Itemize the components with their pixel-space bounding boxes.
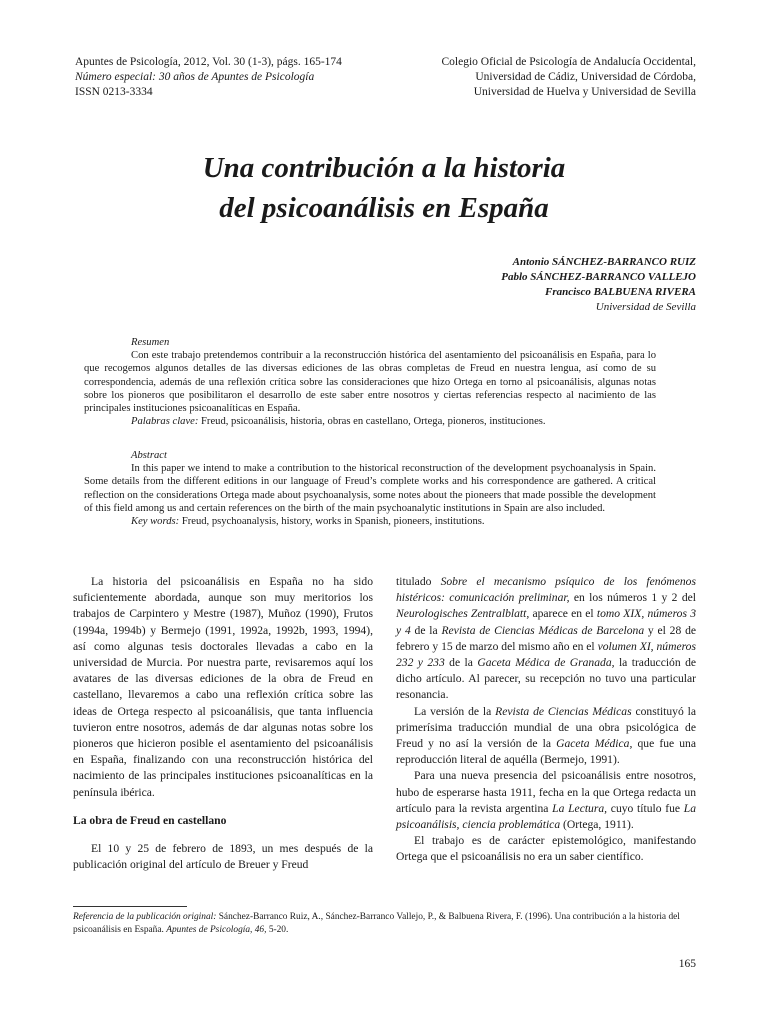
resumen-section	[84, 336, 656, 428]
abstract-keywords	[131, 515, 656, 528]
body-paragraph: El trabajo es de carácter epistemológico, manifestando Ortega que el psicoanálisis no era un saber científico.	[396, 834, 696, 864]
publisher-line: Universidad de Cádiz, Universidad de Córdoba,	[475, 71, 696, 83]
body-paragraph: titulado Sobre el mecanismo psíquico de los fenómenos histéricos: comunicación preliminar, en los números 1 y 2 del Neurologisches Zentralblatt, aparece en el tomo XIX, números 3 y 4 de la Revista de Ciencias Médicas de Barcelona y el 28 de febrero y 15 de marzo del mismo año en el volumen XI, números 232 y 233 de la Gaceta Médica de Granada, la traducción de dicho artículo. Al parecer, su recepción no tuvo una particular resonancia.	[396, 575, 697, 702]
author-name	[501, 270, 696, 285]
keywords-value: Freud, psicoanálisis, historia, obras en castellano, Ortega, pioneros, instituciones.	[201, 416, 546, 428]
footnote-pages: 5-20.	[266, 924, 289, 935]
resumen-heading: Resumen	[131, 337, 170, 348]
author-family-name: SÁNCHEZ-BARRANCO RUIZ	[552, 256, 696, 268]
author-given-name: Antonio	[512, 256, 550, 268]
author-given-name: Francisco	[545, 286, 591, 298]
keywords-label: Key words:	[131, 516, 180, 528]
resumen-keywords	[131, 415, 656, 428]
page-number: 165	[678, 958, 696, 970]
author-family-name: BALBUENA RIVERA	[593, 286, 696, 298]
publisher-line: Colegio Oficial de Psicología de Andalucía Occidental,	[441, 56, 696, 68]
publisher-line: Universidad de Huelva y Universidad de Sevilla	[473, 86, 696, 98]
footnote-journal: Apuntes de Psicología, 46,	[166, 924, 267, 935]
author-affiliation: Universidad de Sevilla	[595, 301, 696, 313]
body-column-left	[73, 574, 373, 873]
publisher-header	[441, 55, 696, 100]
special-issue-note: Número especial: 30 años de Apuntes de Psicología	[75, 71, 315, 83]
body-paragraph: El 10 y 25 de febrero de 1893, un mes después de la publicación original del artículo de Breuer y Freud	[73, 842, 373, 872]
section-heading: La obra de Freud en castellano	[73, 813, 227, 827]
abstract-text: In this paper we intend to make a contribution to the historical reconstruction of the development psychoanalysis in Spain. Some details from the different editions in our language of Freud’s complete works and his correspondence are gathered. A critical reflection on the considerations Ortega made about psychoanalysis, some notes about the pioneers that made possible the development of this field among us and certain references on the birth of the main psychoanalytic institutions in Spain are also included.	[84, 463, 656, 514]
body-paragraph: La versión de la Revista de Ciencias Médicas constituyó la primerísima traducción mundial de una obra psicológica de Freud y no así la versión de la Gaceta Médica, que fue una reproducción literal de aquélla (Bermejo, 1991).	[396, 704, 697, 767]
author-name	[501, 255, 696, 270]
body-paragraph: Para una nueva presencia del psicoanálisis entre nosotros, hubo de esperarse hasta 1911, fecha en la que Ortega redacta un artículo para la revista argentina La Lectura, cuyo título fue La psicoanálisis, ciencia problemática (Ortega, 1911).	[396, 769, 697, 832]
intro-paragraph: La historia del psicoanálisis en España no ha sido suficientemente abordada, aunque son muy meritorios los trabajos de Carpintero y Mestre (1987), Muñoz (1990), Frutos (1994a, 1994b) y Bermejo (1991, 1992a, 1992b, 1993, 1994), así como algunas tesis doctorales llevadas a cabo en la universidad de Murcia. Por nuestra parte, revisaremos aquí los avatares de las diversas ediciones de la obra de Freud en castellano, llevaremos a cabo una reflexión crítica sobre las ideas de Ortega respecto al psicoanálisis, que tanta influencia tuvieron entre nosotros, además de dar algunas notas sobre los pioneros que hicieron posible el asentamiento del psicoanálisis en España, finalizando con una reconstrucción histórica del nacimiento de las principales instituciones psicoanalíticas en la península ibérica.	[73, 575, 373, 799]
author-given-name: Pablo	[501, 271, 528, 283]
keywords-label: Palabras clave:	[131, 416, 199, 428]
author-name	[501, 285, 696, 300]
issn: ISSN 0213-3334	[75, 86, 153, 98]
footnote-label: Referencia de la publicación original:	[73, 912, 217, 922]
journal-citation: Apuntes de Psicología, 2012, Vol. 30 (1-3), págs. 165-174	[75, 56, 342, 68]
title-line: Una contribución a la historia	[202, 152, 566, 184]
author-family-name: SÁNCHEZ-BARRANCO VALLEJO	[530, 271, 696, 283]
journal-header	[75, 55, 342, 100]
footnote-divider	[73, 906, 187, 907]
footnote-text: Sánchez-Barranco Ruiz, A., Sánchez-Barranco Vallejo, P., & Balbuena Rivera, F. (1996). Una contribución a la historia del psicoanálisis en España.	[73, 912, 680, 935]
article-title	[0, 148, 768, 228]
title-line: del psicoanálisis en España	[219, 192, 549, 224]
abstract-heading: Abstract	[131, 450, 167, 461]
footnote	[73, 911, 695, 936]
resumen-text: Con este trabajo pretendemos contribuir a la reconstrucción histórica del asentamiento del psicoanálisis en España, para lo que recogemos algunos detalles de las diversas ediciones de las obras completas de Freud en nuestra lengua, así como de su correspondencia, además de una reflexión crítica sobre las consideraciones que hizo Ortega en torno al psicoanálisis, algunas notas sobre los pioneros que posibilitaron el desarrollo de este saber entre nosotros y ciertas referencias respecto al nacimiento de las principales instituciones psicoanalíticas en España.	[84, 350, 656, 415]
body-column-right	[396, 574, 696, 866]
author-block	[501, 255, 696, 315]
abstract-section	[84, 449, 656, 528]
keywords-value: Freud, psychoanalysis, history, works in Spanish, pioneers, institutions.	[181, 516, 485, 528]
